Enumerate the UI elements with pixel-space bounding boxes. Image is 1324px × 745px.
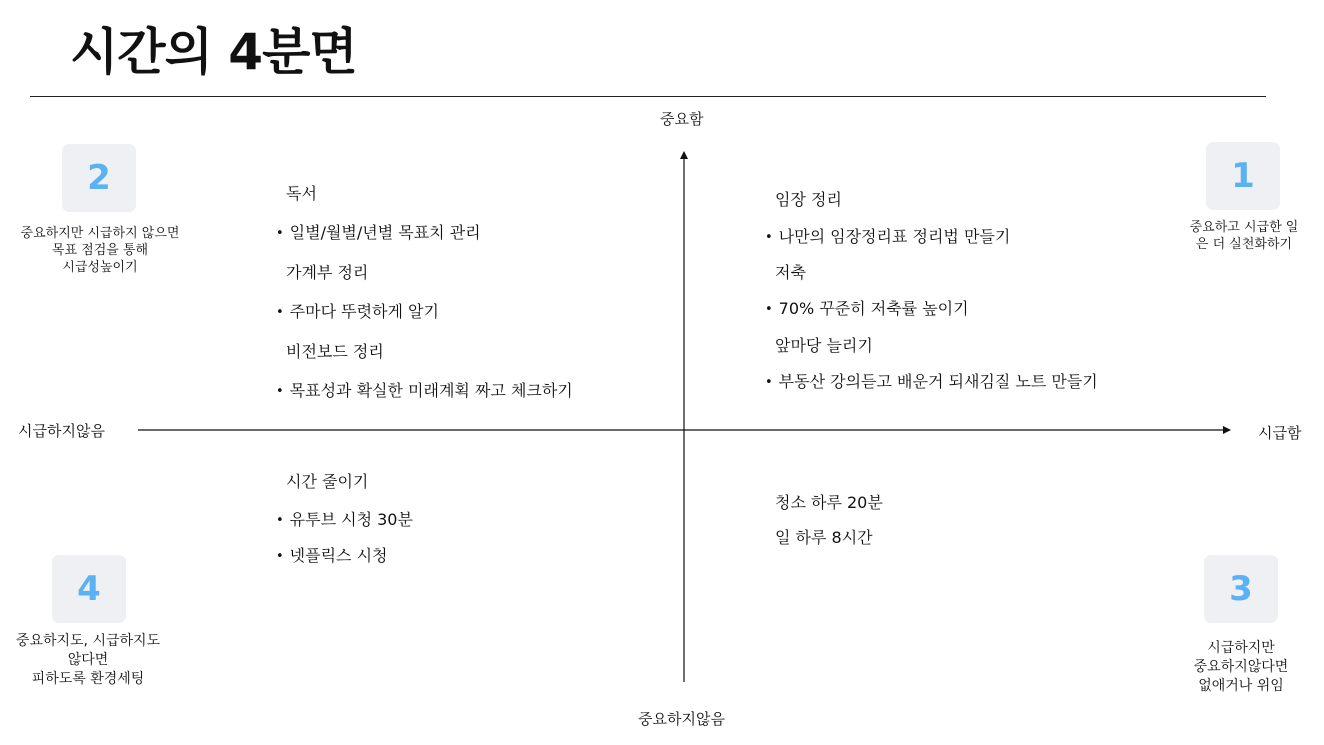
- page-title: 시간의 4분면: [70, 23, 357, 81]
- quadrant-1-item: 저축: [775, 263, 806, 282]
- quadrant-2-item: • 목표성과 확실한 미래계획 짜고 체크하기: [276, 378, 573, 401]
- quadrant-1-item: • 나만의 임장정리표 정리법 만들기: [765, 224, 1010, 247]
- quadrant-2-badge: 2: [62, 144, 136, 212]
- quadrant-1-badge: 1: [1206, 142, 1280, 210]
- quadrant-4-note: [0, 632, 176, 689]
- quadrant-1-item: 임장 정리: [775, 190, 842, 209]
- quadrant-2-item: 비전보드 정리: [286, 342, 384, 361]
- quadrant-4-note-line: 중요하지도, 시급하지도: [15, 633, 161, 649]
- quadrant-2-note-line: 시급성높이기: [62, 260, 138, 275]
- quadrant-4-badge: 4: [52, 555, 126, 623]
- quadrant-4-item: • 유투브 시청 30분: [276, 507, 413, 530]
- axis-label-not-important: 중요하지않음: [638, 710, 725, 728]
- quadrant-3-note-line: 중요하지않다면: [1193, 659, 1289, 675]
- quadrant-2-note-line: 목표 점검을 통해: [51, 243, 149, 258]
- quadrant-1-item: • 70% 꾸준히 저축률 높이기: [765, 296, 969, 319]
- quadrant-3-item: 청소 하루 20분: [775, 493, 883, 512]
- quadrant-3-note-line: 없애거나 위임: [1198, 678, 1284, 694]
- quadrant-3-item: 일 하루 8시간: [775, 528, 873, 547]
- quadrant-1-note-line: 은 더 실천화하기: [1195, 237, 1293, 252]
- quadrant-4-note-line: 피하도록 환경세팅: [31, 671, 145, 687]
- axis-label-not-urgent: 시급하지않음: [18, 422, 105, 440]
- quadrant-2-item: 독서: [286, 184, 317, 203]
- quadrant-3-note: [1166, 639, 1316, 696]
- axis-label-urgent: 시급함: [1258, 424, 1302, 442]
- axis-label-important: 중요함: [660, 110, 704, 128]
- quadrant-2-item: • 주마다 뚜렷하게 알기: [276, 299, 439, 322]
- quadrant-4-item: • 넷플릭스 시청: [276, 543, 388, 566]
- quadrant-2-note-line: 중요하지만 시급하지 않으면: [20, 226, 180, 241]
- quadrant-1-item: 앞마당 늘리기: [775, 336, 873, 355]
- quadrant-1-item: • 부동산 강의듣고 배운거 되새김질 노트 만들기: [765, 369, 1098, 392]
- quadrant-4-note-line: 않다면: [67, 652, 109, 668]
- quadrant-2-note: [0, 225, 200, 276]
- quadrant-1-note-line: 중요하고 시급한 일: [1189, 220, 1299, 235]
- quadrant-1-note: [1164, 219, 1324, 253]
- quadrant-2-item: 가계부 정리: [286, 263, 369, 282]
- quadrant-3-badge: 3: [1204, 555, 1278, 623]
- quadrant-3-note-line: 시급하지만: [1207, 640, 1275, 656]
- quadrant-2-item: • 일별/월별/년별 목표치 관리: [276, 220, 481, 243]
- quadrant-4-item: 시간 줄이기: [286, 472, 369, 491]
